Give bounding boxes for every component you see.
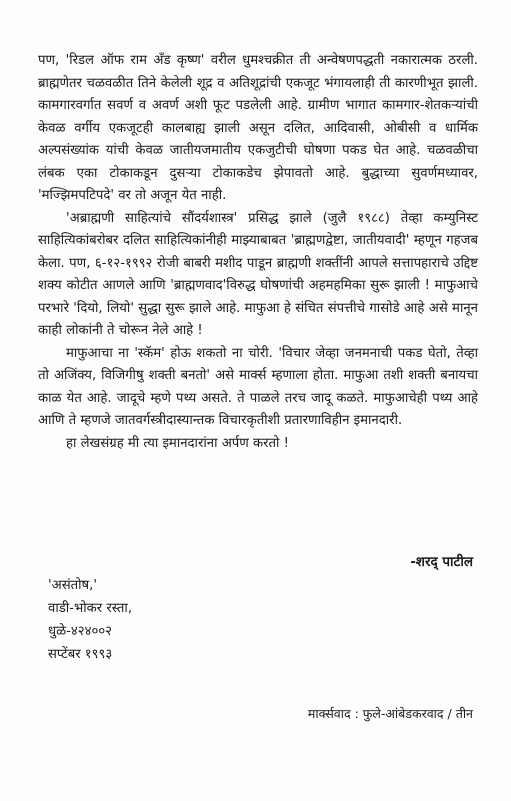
address-block [48,574,132,666]
paragraph-3: माफुआचा ना 'स्कॅम' होऊ शकतो ना चोरी. 'विचार जेव्हा जनमनाची पकड घेतो, तेव्हा तो अजिंक्य, विजिगीषु शक्ती बनतो' असे मार्क्स म्हणाला होता. माफुआ तशी शक्ती बनायचा काळ येत आहे. जादूचे म्हणे पथ्य असते. ते पाळले तरच जादू कळते. माफुआचेही पथ्य आहे आणि ते म्हणजे जातवर्गस्त्रीदास्यान्तक विचारकृतीशी प्रतारणाविहीन इमानदारी. [38,345,478,428]
paragraph-1: पण, 'रिडल ऑफ राम अँड कृष्ण' वरील धुमश्चक्रीत ती अन्वेषणपद्धती नकारात्मक ठरली. ब्राह्मणेतर चळवळीत तिने केलेली शूद्र व अतिशूद्रांची एकजूट भंगायलाही ती कारणीभूत झाली. कामगारवर्गात सवर्ण व अवर्ण अशी फूट पडलेली आहे. ग्रामीण भागात कामगार-शेतकऱ्यांची केवळ वर्गीय एकजूटही कालबाह्य झाली असून दलित, आदिवासी, ओबीसी व धार्मिक अल्पसंख्यांक यांची केवळ जातीयजमातीय एकजुटीची घोषणा पकड घेत आहे. चळवळीचा लंबक एका टोकाकडून दुसऱ्या टोकाकडेच झेपावतो आहे. बुद्धाच्या सुवर्णमध्यावर, 'मज्झिमपटिपदे' वर तो अजून येत नाही. [38,53,478,203]
body-text [38,50,478,455]
paragraph-2: 'अब्राह्मणी साहित्यांचे सौंदर्यशास्त्र' प्रसिद्ध झाले (जुलै १९८८) तेव्हा कम्युनिस्ट साहित्यिकांबरोबर दलित साहित्यिकांनीही माझ्याबाबत 'ब्राह्मणद्वेष्टा, जातीयवादी' म्हणून गहजब केला. पण, ६-१२-१९९२ रोजी बाबरी मशीद पाडून ब्राह्मणी शक्तींनी आपले सत्तापहाराचे उद्दिष्ट शक्य कोटीत आणले आणि 'ब्राह्मणवाद'विरुद्ध घोषणांची अहमहमिका सुरू झाली ! माफुआचे परभारे 'दियो, लियो' सुद्धा सुरू झाले आहे. माफुआ हे संचित संपत्तीचे गासोडे आहे असे मानून काही लोकांनी ते चोरून नेले आहे ! [38,210,478,338]
address-line-3: धुळे-४२४००२ [48,624,113,639]
dedication: हा लेखसंग्रह मी त्या इमानदारांना अर्पण करतो ! [66,435,289,451]
author-signature: -शरद् पाटील [410,554,473,570]
page-footer: मार्क्सवाद : फुले-आंबेडकरवाद / तीन [307,706,473,721]
address-line-2: वाडी-भोकर रस्ता, [48,601,133,616]
address-line-1: 'असंतोष,' [48,578,97,593]
address-date: सप्टेंबर १९९३ [48,647,113,662]
